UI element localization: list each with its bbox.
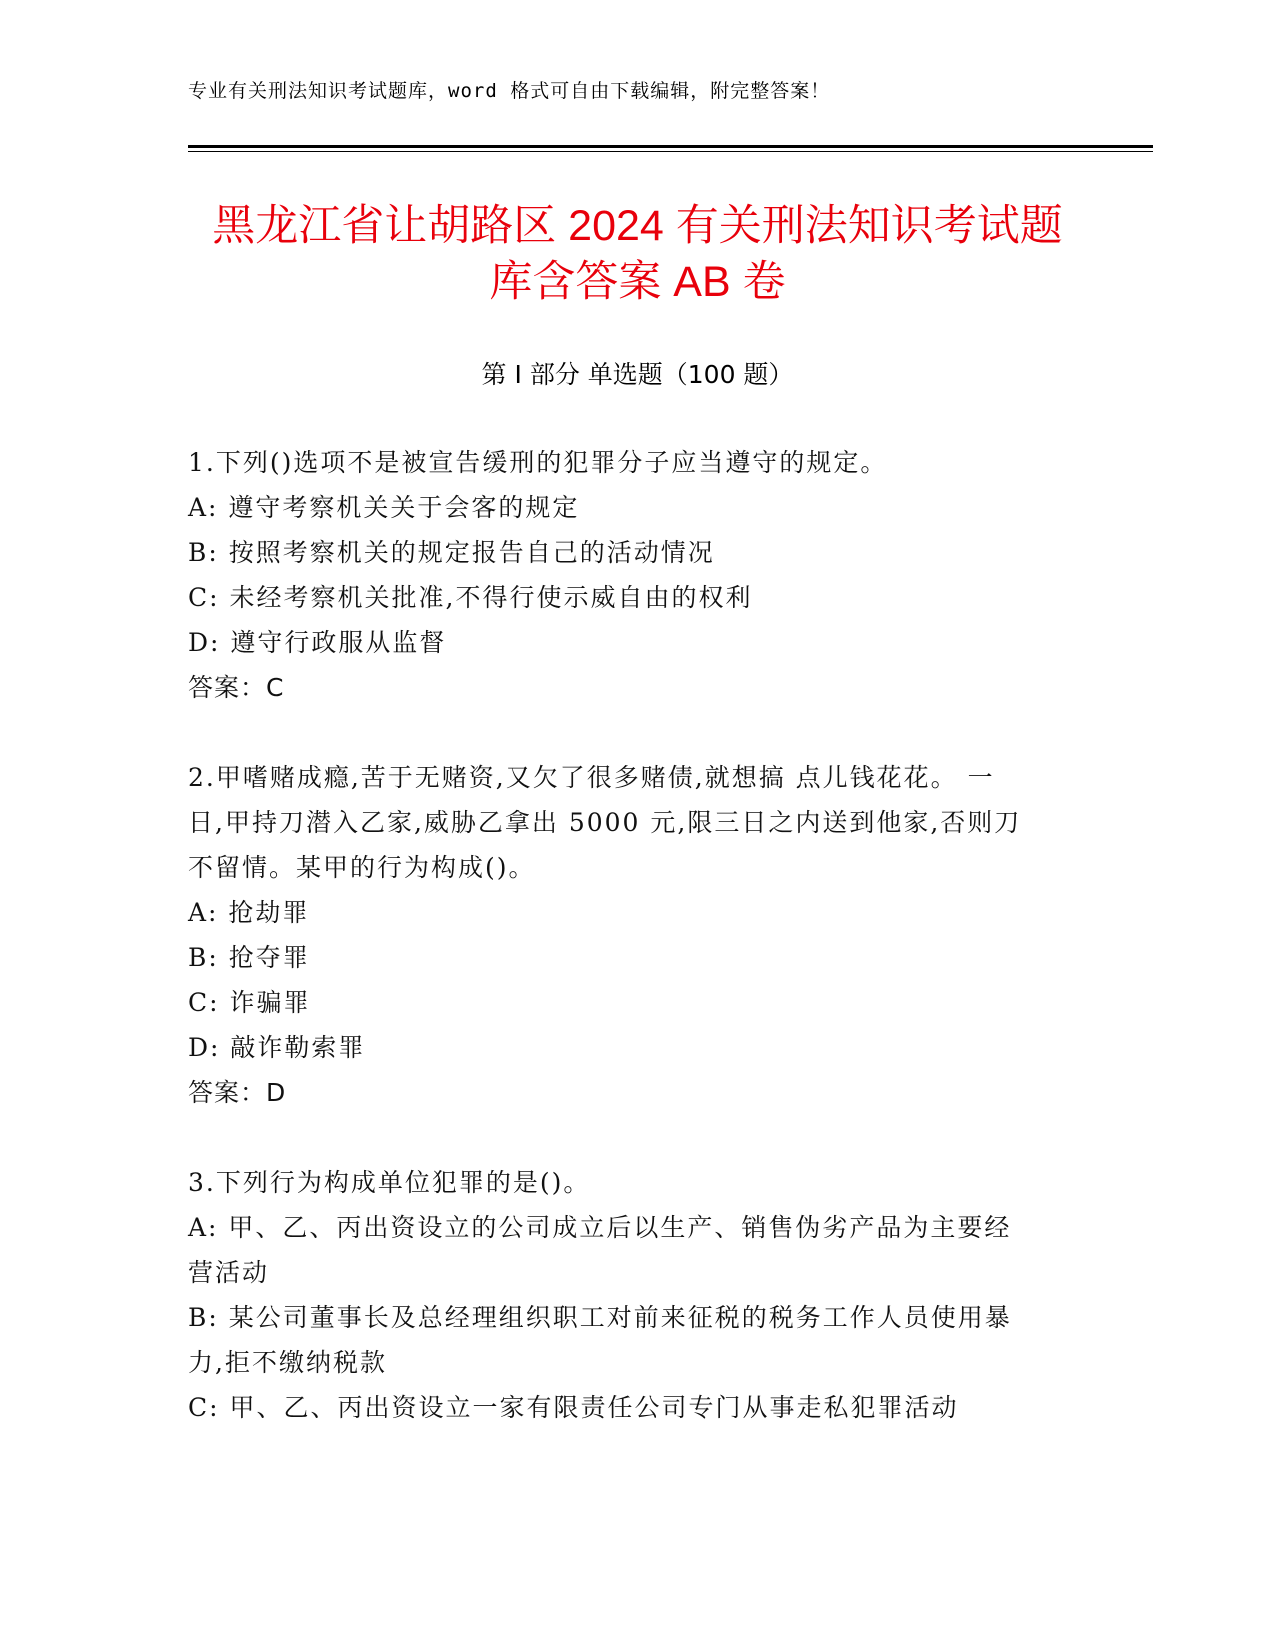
option-line: B: 某公司董事长及总经理组织职工对前来征税的税务工作人员使用暴	[188, 1303, 1012, 1332]
question-stem: 2.甲嗜赌成瘾,苦于无赌资,又欠了很多赌债,就想搞 点儿钱花花。 一	[188, 763, 995, 792]
option-line: 力,拒不缴纳税款	[188, 1348, 387, 1377]
question-stem: 日,甲持刀潜入乙家,威胁乙拿出 5000 元,限三日之内送到他家,否则刀	[188, 808, 1022, 837]
question-block	[188, 440, 1078, 710]
option-line: C: 未经考察机关批准,不得行使示威自由的权利	[188, 583, 753, 612]
option-line: A: 抢劫罪	[188, 898, 310, 927]
option-line: D: 敲诈勒索罪	[188, 1033, 366, 1062]
option-line: B: 按照考察机关的规定报告自己的活动情况	[188, 538, 715, 567]
header-rule-thick	[188, 145, 1153, 148]
option-line: A: 甲、乙、丙出资设立的公司成立后以生产、销售伪劣产品为主要经	[188, 1213, 1012, 1242]
question-block	[188, 755, 1078, 1115]
option-line: D: 遵守行政服从监督	[188, 628, 447, 657]
question-list	[188, 440, 1078, 1475]
document-title-line-2: 库含答案 AB 卷	[489, 258, 786, 306]
option-line: C: 甲、乙、丙出资设立一家有限责任公司专门从事走私犯罪活动	[188, 1393, 959, 1422]
option-line: 营活动	[188, 1258, 270, 1287]
question-block	[188, 1160, 1078, 1430]
option-line: C: 诈骗罪	[188, 988, 311, 1017]
question-stem: 3.下列行为构成单位犯罪的是()。	[188, 1168, 591, 1197]
option-line: A: 遵守考察机关关于会客的规定	[188, 493, 580, 522]
document-title-line-1: 黑龙江省让胡路区 2024 有关刑法知识考试题	[212, 202, 1063, 250]
option-line: B: 抢夺罪	[188, 943, 310, 972]
header-rule-thin	[188, 151, 1153, 152]
answer-line: 答案：D	[188, 1078, 287, 1107]
section-title: 第 I 部分 单选题（100 题）	[481, 360, 794, 389]
question-stem: 1.下列()选项不是被宣告缓刑的犯罪分子应当遵守的规定。	[188, 448, 888, 477]
answer-line: 答案：C	[188, 673, 285, 702]
document-title	[0, 198, 1275, 310]
question-stem: 不留情。某甲的行为构成()。	[188, 853, 536, 882]
header-note: 专业有关刑法知识考试题库，word 格式可自由下载编辑，附完整答案！	[188, 80, 831, 102]
